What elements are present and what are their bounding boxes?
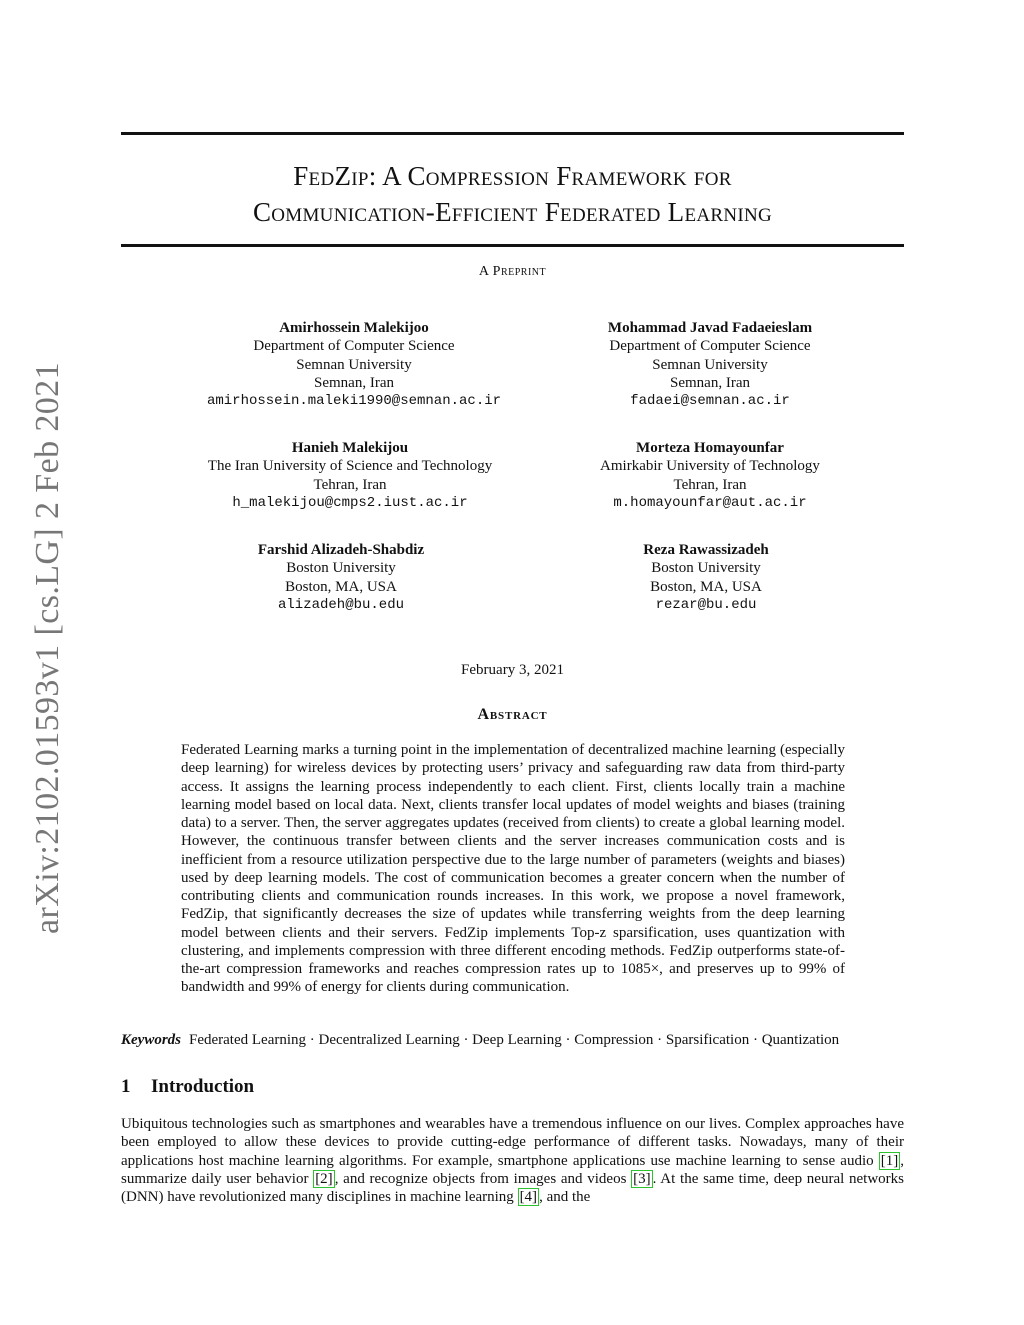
author-institution: Amirkabir University of Technology — [600, 458, 820, 475]
author-name: Farshid Alizadeh-Shabdiz — [257, 542, 425, 558]
author-block — [496, 541, 916, 614]
section-number: 1 — [121, 1076, 131, 1097]
author-name: Reza Rawassizadeh — [643, 542, 769, 558]
citation-link[interactable]: [3] — [633, 1170, 651, 1187]
title-line-1: FedZip: A Compression Framework for — [293, 161, 732, 191]
author-institution: Boston University — [286, 560, 396, 577]
title-bottom-rule — [121, 244, 904, 247]
intro-text: , summarize daily user behavior — [121, 1152, 904, 1187]
author-location: Semnan, Iran — [314, 374, 394, 391]
author-department: Department of Computer Science — [609, 338, 811, 355]
author-name: Hanieh Malekijou — [291, 440, 409, 456]
citation-link[interactable]: [2] — [315, 1170, 333, 1187]
citation-link[interactable]: [1] — [880, 1152, 899, 1169]
intro-text: Ubiquitous technologies such as smartphones and wearables have a tremendous influence on our lives. Complex approaches have been employed to allow these devices to provide cutting-edge performance of different tasks. Nowadays, many of their applications host machine learning algorithms. For example, smartphone applications use machine learning to sense audio — [121, 1116, 904, 1169]
section-heading — [121, 1076, 254, 1098]
citation-link[interactable]: [4] — [519, 1189, 538, 1205]
author-block — [500, 319, 920, 410]
author-location: Boston, MA, USA — [650, 578, 762, 595]
author-email[interactable]: amirhossein.maleki1990@semnan.ac.ir — [206, 393, 502, 410]
title-top-rule — [121, 132, 904, 135]
author-location: Tehran, Iran — [673, 476, 747, 493]
author-email[interactable]: fadaei@semnan.ac.ir — [630, 393, 790, 410]
author-department: Department of Computer Science — [253, 338, 455, 355]
author-block — [131, 541, 551, 614]
author-name: Mohammad Javad Fadaeieslam — [607, 320, 813, 336]
title-line-2: Communication-Efficient Federated Learning — [252, 197, 773, 227]
author-block — [140, 439, 560, 512]
author-institution: Semnan University — [296, 356, 412, 373]
author-name: Morteza Homayounfar — [636, 440, 784, 456]
paper-title — [121, 158, 904, 230]
author-institution: Boston University — [651, 560, 761, 577]
author-location: Semnan, Iran — [670, 374, 750, 391]
intro-text: . At the same time, deep neural networks (DNN) have revolutionized many disciplines in machine learning — [121, 1170, 905, 1205]
intro-paragraph — [121, 1115, 904, 1206]
author-email[interactable]: alizadeh@bu.edu — [277, 596, 405, 613]
author-institution: The Iran University of Science and Technology — [207, 458, 493, 475]
arxiv-stamp-text[interactable]: arXiv:2102.01593v1 [cs.LG] 2 Feb 2021 — [29, 362, 66, 934]
intro-text: , and recognize objects from images and videos — [334, 1170, 632, 1187]
author-location: Tehran, Iran — [313, 476, 387, 493]
abstract-heading: Abstract — [477, 706, 548, 723]
keywords-line — [121, 1032, 911, 1049]
keywords-list: Federated Learning · Decentralized Learning · Deep Learning · Compression · Sparsification · Quantization — [189, 1032, 840, 1048]
abstract-text: Federated Learning marks a turning point in the implementation of decentralized machine learning (especially deep learning) for wireless devices by protecting users’ privacy and safeguarding raw data from third-party access. It assigns the learning process independently to each client. First, clients locally train a machine learning model based on local data. Next, clients transfer local updates of model weights and biases (training data) to a server. Then, the server aggregates updates (received from clients) to create a global learning model. However, the continuous transfer between clients and the server increases communication costs and is inefficient from a resource utilization perspective due to the large number of parameters (weights and biases) used by deep learning models. The cost of communication becomes a greater concern when the number of contributing clients and communication rounds increases. In this work, we propose a novel framework, FedZip, that significantly decreases the size of updates while transferring weights from the deep learning model between clients and their servers. FedZip implements Top-z sparsification, uses quantization with clustering, and implements compression with three different encoding methods. FedZip outperforms state-of-the-art compression frameworks and reaches compression rates up to 1085×, and preserves up to 99% of bandwidth and 99% of energy for clients during communication. — [181, 742, 845, 996]
preprint-label: A Preprint — [478, 264, 547, 279]
section-title: Introduction — [151, 1076, 255, 1097]
author-location: Boston, MA, USA — [285, 578, 397, 595]
author-email[interactable]: h_malekijou@cmps2.iust.ac.ir — [232, 494, 468, 511]
intro-text: , and the — [539, 1189, 591, 1205]
author-name: Amirhossein Malekijoo — [279, 320, 429, 336]
author-institution: Semnan University — [652, 356, 768, 373]
author-email[interactable]: m.homayounfar@aut.ac.ir — [613, 494, 807, 511]
author-email[interactable]: rezar@bu.edu — [655, 596, 757, 613]
author-block — [500, 439, 920, 512]
publication-date: February 3, 2021 — [461, 662, 564, 678]
keywords-label: Keywords — [121, 1032, 181, 1048]
